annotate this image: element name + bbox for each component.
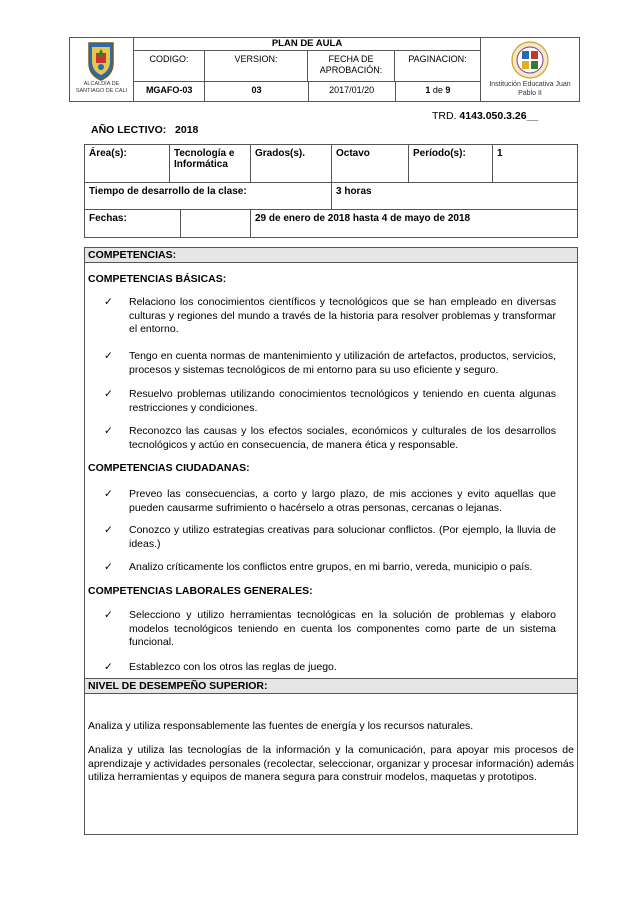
basica-text: Relaciono los conocimientos científicos y tecnológicos que se han empleado en diversas culturas y regiones del mundo a través de la historia para resolver problemas y transformar el entorno. [129,296,556,335]
check-icon: ✓ [104,661,113,673]
school-emblem-icon [511,41,549,79]
grados-label: Grados(s). [251,145,332,183]
version-label: VERSION: [205,51,308,81]
header-value-row [134,82,480,101]
trd-line [432,110,538,122]
area-label: Área(s): [85,145,170,183]
paginacion-value [396,82,480,101]
ciudadana-text: Analizo críticamente los conflictos entre grupos, en mi barrio, vereda, municipio o país. [129,561,533,573]
check-icon: ✓ [104,388,113,400]
version-value: 03 [205,82,308,101]
basica-text: Reconozco las causas y los efectos sociales, económicos y culturales de los desarrollos tecnológicos y actúo en consecuencia, de manera ética y responsable. [129,425,556,451]
fecha-value: 2017/01/20 [309,82,396,101]
header-label-row [134,51,480,82]
laboral-item [104,661,556,675]
header-center-table [134,38,480,101]
periodo-label: Período(s): [409,145,493,183]
plan-title: PLAN DE AULA [134,38,480,51]
desempeno-heading: NIVEL DE DESEMPEÑO SUPERIOR: [85,679,577,694]
laborales-title: COMPETENCIAS LABORALES GENERALES: [88,585,313,597]
paginacion-label: PAGINACION: [408,54,467,64]
periodo-value: 1 [493,145,578,183]
ano-lectivo [91,124,198,136]
area-row [85,145,578,183]
area-info-table [84,144,578,238]
tiempo-value: 3 horas [332,183,578,210]
basica-text: Resuelvo problemas utilizando conocimientos tecnológicos y teniendo en cuenta algunas restricciones y condiciones. [129,388,556,414]
ciudadana-text: Preveo las consecuencias, a corto y largo plazo, de mis acciones y evito aquellas que pueden causarme sufrimiento o hacérselo a otras personas, cercanas o lejanas. [129,488,556,514]
ciudadana-item [104,488,556,515]
area-value: Tecnología e Informática [170,145,251,183]
ciudadanas-title: COMPETENCIAS CIUDADANAS: [88,462,250,474]
laboral-item [104,609,556,650]
check-icon: ✓ [104,425,113,437]
tiempo-label: Tiempo de desarrollo de la clase: [85,183,332,210]
basicas-title: COMPETENCIAS BÁSICAS: [88,273,227,285]
competencias-heading: COMPETENCIAS: [85,248,577,263]
check-icon: ✓ [104,609,113,621]
check-icon: ✓ [104,296,113,308]
coat-of-arms-icon [87,41,115,81]
check-icon: ✓ [104,488,113,500]
check-icon: ✓ [104,350,113,362]
codigo-label: CODIGO: [134,51,205,81]
trd-value: 4143.050.3.26__ [459,110,539,122]
page-number: 1 [425,85,431,95]
right-logo-text: Institución Educativa Juan Pablo II [489,81,571,97]
desempeno-paragraph: Analiza y utiliza responsablemente las fuentes de energía y los recursos naturales. [88,720,474,732]
page-total: 9 [445,85,451,95]
basica-item [104,350,556,377]
ciudadana-item [104,561,556,575]
ciudadana-text: Conozco y utilizo estrategias creativas para solucionar conflictos. (Por ejemplo, la lluvia de ideas.) [129,524,556,550]
alcaldia-logo [70,38,134,101]
fechas-cell [85,210,251,238]
grados-value: Octavo [332,145,409,183]
fecha-label: FECHA DE APROBACIÓN: [308,51,395,81]
competencias-section [84,247,578,835]
ano-label: AÑO LECTIVO: [91,124,167,136]
ano-value: 2018 [175,124,199,136]
tiempo-row [85,183,578,210]
basica-item [104,388,556,415]
basica-text: Tengo en cuenta normas de mantenimiento y utilización de artefactos, productos, servicios, procesos y sistemas tecnológicos de mi entorno para su uso eficiente y seguro. [129,350,556,376]
left-logo-text: ALCALDÍA DE SANTIAGO DE CALI [75,81,128,94]
laboral-text: Selecciono y utilizo herramientas tecnológicas en la solución de problemas y elaboro modelos tecnológicos teniendo en cuenta los componentes como parte de un sistema funcional. [129,609,556,648]
fechas-label: Fechas: [85,210,181,237]
fechas-value: 29 de enero de 2018 hasta 4 de mayo de 2018 [251,210,578,238]
codigo-value: MGAFO-03 [134,82,205,101]
check-icon: ✓ [104,524,113,536]
institution-logo [480,38,579,101]
check-icon: ✓ [104,561,113,573]
laboral-text: Establezco con los otros las reglas de juego. [129,661,337,673]
basica-item [104,296,556,337]
fechas-row [85,210,578,238]
trd-label: TRD. [432,110,460,122]
desempeno-paragraph: Analiza y utiliza las tecnologías de la información y la comunicación, para apoyar mis procesos de aprendizaje y actividades personales (recolectar, seleccionar, organizar y procesar información) además utiliza herramientas y equipos de manera segura para construir modelos, maquetas y prototipos. [88,744,574,783]
ciudadana-item [104,524,556,551]
page-of-text: de [430,85,446,95]
basica-item [104,425,556,452]
document-header [69,37,580,102]
